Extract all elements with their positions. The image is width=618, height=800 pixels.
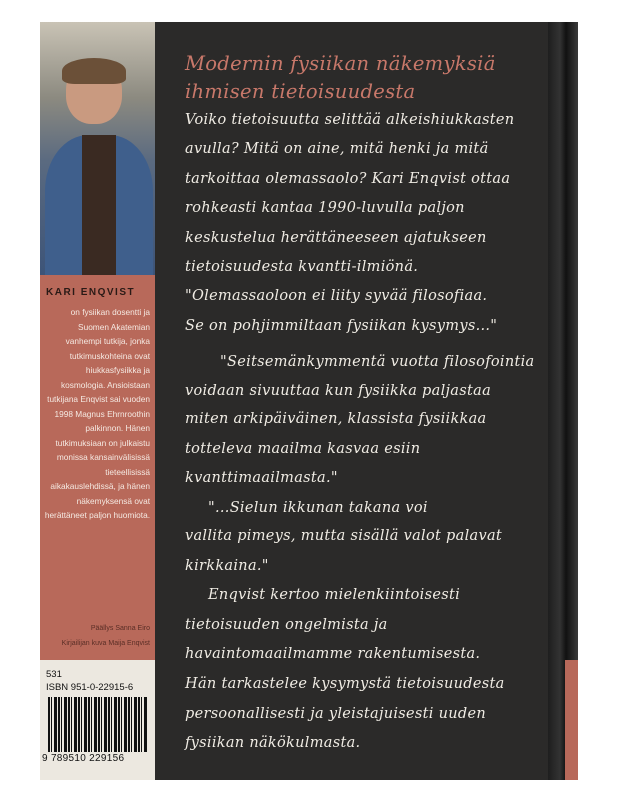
cover-body-line: "...Sielun ikkunan takana voi [208, 500, 428, 516]
cover-heading-line: ihmisen tietoisuudesta [185, 80, 416, 103]
isbn: ISBN 951-0-22915-6 [46, 682, 134, 693]
cover-body-line: miten arkipäiväinen, klassista fysiikkaa [185, 411, 487, 427]
cover-body-line: Voiko tietoisuutta selittää alkeishiukkasten [185, 112, 515, 128]
cover-heading-line: Modernin fysiikan näkemyksiä [185, 52, 496, 75]
cover-body-line: kvanttimaailmasta." [185, 470, 338, 486]
cover-body-line: havaintomaailmamme rakentumisesta. [185, 646, 481, 662]
cover-body-line: tietoisuudesta kvantti-ilmiönä. [185, 259, 419, 275]
author-bio: on fysiikan dosentti ja Suomen Akatemian vanhempi tutkija, jonka tutkimuskohteina ovat hiukkasfysiikka ja kosmologia. Ansioistaan tutkijana Enqvist sai vuoden 1998 Magnus Ehrnroothin palkinnon. Hänen tutkimuksiaan on julkaistu monissa kansainvälisissä tieteellisissä aikakauslehdissä, ja hänen näkemyksensä ovat herättäneet paljon huomiota. [44, 307, 150, 520]
cover-body-line: fysiikan näkökulmasta. [185, 735, 361, 751]
cover-body-line: tarkoittaa olemassaolo? Kari Enqvist ottaa [185, 171, 511, 187]
barcode-digits: 9 789510 229156 [42, 753, 125, 764]
cover-body-line: persoonallisesti ja yleistajuisesti uuden [185, 706, 487, 722]
cover-body-line: "Olemassaoloon ei liity syvää filosofiaa. [185, 288, 488, 304]
cover-body-line: keskustelua herättäneeseen ajatukseen [185, 230, 487, 246]
barcode [48, 697, 148, 752]
cover-body-line: rohkeasti kantaa 1990-luvulla paljon [185, 200, 465, 216]
cover-credit: Päällys Sanna Eiro [90, 625, 150, 632]
cover-body-line: totteleva maailma kasvaa esiin [185, 441, 421, 457]
author-photo-shirt [82, 135, 116, 275]
author-photo-hair [62, 58, 126, 84]
cover-body-line: tietoisuuden ongelmista ja [185, 617, 388, 633]
cover-body-line: Se on pohjimmiltaan fysiikan kysymys..." [185, 318, 498, 334]
photo-credit: Kirjailijan kuva Maija Enqvist [61, 640, 150, 647]
product-code: 531 [46, 669, 62, 680]
cover-body-line: vallita pimeys, mutta sisällä valot palavat [185, 528, 503, 544]
cover-body-line: avulla? Mitä on aine, mitä henki ja mitä [185, 141, 489, 157]
back-cover [155, 22, 548, 780]
cover-body-line: Hän tarkastelee kysymystä tietoisuudesta [185, 676, 505, 692]
cover-body-line: kirkkaina." [185, 558, 269, 574]
cover-body-line: Enqvist kertoo mielenkiintoisesti [208, 587, 461, 603]
cover-body-line: "Seitsemänkymmentä vuotta filosofointia [220, 354, 535, 370]
author-name: KARI ENQVIST [46, 287, 136, 298]
spine-red-band [565, 660, 578, 780]
cover-body-line: voidaan sivuuttaa kun fysiikka paljastaa [185, 383, 492, 399]
